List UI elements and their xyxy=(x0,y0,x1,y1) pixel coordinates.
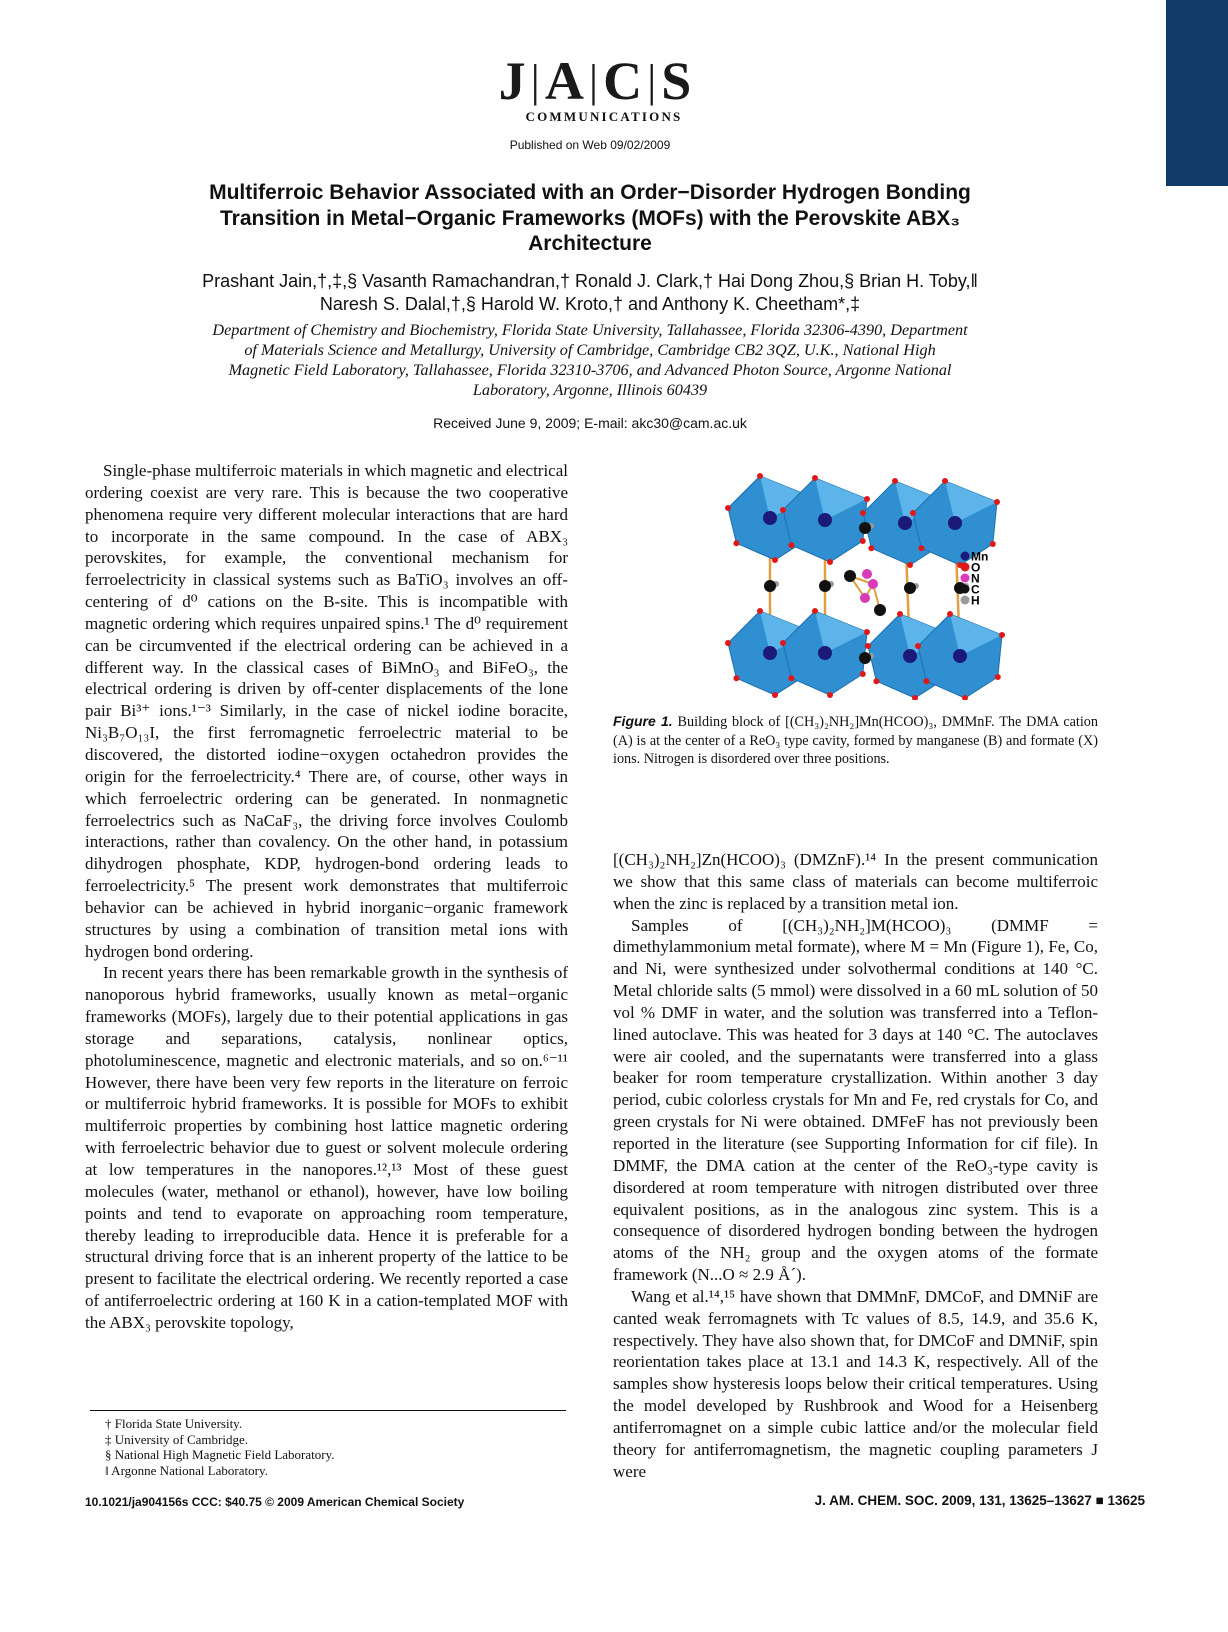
oxygen-atom xyxy=(897,611,903,617)
footnote-divider xyxy=(90,1410,566,1411)
legend-marker xyxy=(961,574,970,583)
legend-marker xyxy=(961,585,970,594)
article-title: Multiferroic Behavior Associated with an Order−Disorder Hydrogen Bonding Transition in Metal−Organic Frameworks (MOFs) with the Perovskite ABX₃ Architecture xyxy=(209,181,971,255)
carbon-atom xyxy=(819,580,831,592)
nitrogen-atom xyxy=(868,579,878,589)
oxygen-atom xyxy=(860,671,866,677)
oxygen-atom xyxy=(812,475,818,481)
carbon-atom xyxy=(859,652,871,664)
oxygen-atom xyxy=(910,510,916,516)
affiliations: Department of Chemistry and Biochemistry, Florida State University, Tallahassee, Florida 32306-4390, Department of Materials Science and Metallurgy, University of Cambridge, Cambridge CB2 3QZ, U.K., National High Magnetic Field Laboratory, Tallahassee, Florida 32310-3706, and Advanced Photon Source, Argonne National Laboratory, Argonne, Illinois 60439 xyxy=(212,321,968,399)
oxygen-atom xyxy=(923,678,929,684)
doi-copyright: 10.1021/ja904156s CCC: $40.75 © 2009 American Chemical Society xyxy=(85,1495,465,1509)
oxygen-atom xyxy=(827,559,833,565)
manganese-atom xyxy=(953,649,967,663)
oxygen-atom xyxy=(918,545,924,551)
manganese-atom xyxy=(903,649,917,663)
oxygen-atom xyxy=(947,611,953,617)
oxygen-atom xyxy=(860,538,866,544)
oxygen-atom xyxy=(995,674,1001,680)
jacs-logo: J|A|C|S COMMUNICATIONS xyxy=(498,51,694,124)
oxygen-atom xyxy=(733,540,739,546)
oxygen-atom xyxy=(827,692,833,698)
oxygen-atom xyxy=(892,478,898,484)
journal-citation: J. AM. CHEM. SOC. 2009, 131, 13625–13627 ■ 13625 xyxy=(814,1493,1145,1508)
published-date: Published on Web 09/02/2009 xyxy=(509,138,671,152)
oxygen-atom xyxy=(812,608,818,614)
oxygen-atom xyxy=(772,692,778,698)
carbon-atom xyxy=(904,582,916,594)
manganese-atom xyxy=(898,516,912,530)
oxygen-atom xyxy=(757,608,763,614)
figure-caption: Figure 1. Building block of [(CH₃)₂NH₂]Mn(HCOO)₃, DMMnF. The DMA cation (A) is at the center of a ReO₃ type cavity, formed by manganese (B) and formate (X) ions. Nitrogen is disordered over three positions. xyxy=(613,713,1098,767)
oxygen-atom xyxy=(780,507,786,513)
legend-label: O xyxy=(971,560,981,575)
left-column xyxy=(85,460,568,1334)
right-column xyxy=(613,849,1098,1482)
legend-marker xyxy=(961,563,970,572)
manganese-atom xyxy=(818,513,832,527)
paragraph: Wang et al.¹⁴,¹⁵ have shown that DMMnF, DMCoF, and DMNiF are canted weak ferromagnets with Tc values of 8.5, 14.9, and 35.6 K, respectively. They have also shown that, for DMCoF and DMNiF, spin reorientation takes place at 13.1 and 14.3 K, respectively. All of the samples show hysteresis loops below their critical temperatures. Using the model developed by Rushbrook and Wood for a Heisenberg antiferromagnet on a simple cubic lattice and/or the molecular field theory for antiferromagnetism, the magnetic coupling parameters J were xyxy=(613,1286,1098,1481)
nitrogen-atom xyxy=(860,593,870,603)
carbon-atom xyxy=(859,522,871,534)
paragraph: Samples of [(CH₃)₂NH₂]M(HCOO)₃ (DMMF = dimethylammonium metal formate), where M = Mn (Figure 1), Fe, Co, and Ni, were synthesized under solvothermal conditions at 140 °C. Metal chloride salts (5 mmol) were dissolved in a 60 mL solution of 50 vol % DMF in water, and the solution was transferred into a Teflon-lined autoclave. This was heated for 3 days at 140 °C. The autoclaves were air cooled, and the supernatants were transferred into a glass beaker for room temperature crystallization. Within another 3 day period, cubic colorless crystals for Mn and Fe, red crystals for Co, and green crystals for Ni were obtained. DMFeF has not previously been reported in the literature (see Supporting Information for cif file). In DMMF, the DMA cation at the center of the ReO₃-type cavity is disordered at room temperature with nitrogen distributed over three equivalent positions, as in the analogous zinc system. This is a consequence of disordered hydrogen bonding between the hydrogen atoms of the NH₂ group and the oxygen atoms of the formate framework (N...O ≈ 2.9 Å´). xyxy=(613,915,1098,1285)
received-line: Received June 9, 2009; E-mail: akc30@cam.ac.uk xyxy=(433,415,747,431)
oxygen-atom xyxy=(864,629,870,635)
figure-1-structure xyxy=(715,468,1015,700)
carbon-atom xyxy=(874,604,886,616)
legend-marker xyxy=(961,552,970,561)
oxygen-atom xyxy=(725,640,731,646)
oxygen-atom xyxy=(868,545,874,551)
author-list: Prashant Jain,†,‡,§ Vasanth Ramachandran,† Ronald J. Clark,† Hai Dong Zhou,§ Brian H. Toby,‖ Naresh S. Dalal,†,§ Harold W. Kroto,† and Anthony K. Cheetham*,‡ xyxy=(202,271,978,314)
legend-label: N xyxy=(971,571,980,586)
oxygen-atom xyxy=(780,640,786,646)
paragraph: [(CH₃)₂NH₂]Zn(HCOO)₃ (DMZnF).¹⁴ In the present communication we show that this same class of materials can become multiferroic when the zinc is replaced by a transition metal ion. xyxy=(613,850,1098,913)
oxygen-atom xyxy=(915,643,921,649)
oxygen-atom xyxy=(942,478,948,484)
legend-label: H xyxy=(971,593,980,608)
oxygen-atom xyxy=(733,675,739,681)
carbon-atom xyxy=(844,570,856,582)
manganese-atom xyxy=(948,516,962,530)
oxygen-atom xyxy=(788,675,794,681)
manganese-atom xyxy=(763,511,777,525)
oxygen-atom xyxy=(772,557,778,563)
oxygen-atom xyxy=(864,496,870,502)
oxygen-atom xyxy=(788,542,794,548)
legend-marker xyxy=(961,596,970,605)
oxygen-atom xyxy=(994,499,1000,505)
paragraph: In recent years there has been remarkable growth in the synthesis of nanoporous hybrid frameworks, usually known as metal−organic frameworks (MOFs), largely due to their potential applications in gas storage and separations, catalysis, nonlinear optics, photoluminescence, magnetic and electronic materials, and so on.⁶⁻¹¹ However, there have been very few reports in the literature on ferroic or multiferroic hybrid frameworks. It is possible for MOFs to exhibit multiferroic properties by combining host lattice magnetic ordering with ferroelectric behavior due to guest or solvent molecule ordering at low temperatures in the nanopores.¹²,¹³ Most of these guest molecules (water, methanol or ethanol), however, have low boiling points and tend to evaporate on approaching room temperature, thereby leading to irreproducible data. Hence it is preferable for a structural driving force that is an inherent property of the lattice to be present to facilitate the electrical ordering. We recently reported a case of antiferroelectric ordering at 160 K in a cation-templated MOF with the ABX₃ perovskite topology, xyxy=(85,963,568,1332)
paragraph: Single-phase multiferroic materials in which magnetic and electrical ordering coexist are very rare. This is because the two cooperative phenomena require very different molecular interactions that are hard to incorporate in the same compound. In the case of ABX₃ perovskites, for example, the conventional mechanism for ferroelectricity in classical systems such as BaTiO₃ involves an off-centering of d⁰ cations on the B-site. This is incompatible with magnetic ordering which requires unpaired spins.¹ The d⁰ requirement can be circumvented if the electrical ordering can be achieved in a different way. In the classical cases of BiMnO₃ and BiFeO₃, the electrical ordering is driven by off-center displacements of the lone pair Bi³⁺ ions.¹⁻³ Similarly, in the case of nickel iodine boracite, Ni₃B₇O₁₃I, the first ferromagnetic ferroelectric material to be discovered, the distorted iodine−oxygen octahedron provides the origin for the ferroelectricity.⁴ There are, of course, other ways in which ferroelectric ordering can be generated. In nonmagnetic ferroelectrics such as NaCaF₃, the driving force involves Coulomb interactions, rather than covalency. On the other hand, in potassium dihydrogen phosphate, KDP, hydrogen-bond ordering leads to ferroelectricity.⁵ The present work demonstrates that multiferroic behavior can be achieved in hybrid inorganic−organic framework structures by using a combination of transition metal ions with hydrogen bond ordering. xyxy=(85,461,568,961)
journal-section-tab xyxy=(1166,0,1228,186)
oxygen-atom xyxy=(907,562,913,568)
nitrogen-atom xyxy=(862,569,872,579)
legend-label: C xyxy=(971,582,980,597)
carbon-atom xyxy=(764,580,776,592)
oxygen-atom xyxy=(873,678,879,684)
oxygen-atom xyxy=(757,473,763,479)
oxygen-atom xyxy=(999,632,1005,638)
legend-label: Mn xyxy=(971,549,989,564)
crystal-structure-image xyxy=(715,468,1015,700)
footnotes: † Florida State University. ‡ University of Cambridge. § National High Magnetic Field Laboratory. ‖ Argonne National Laboratory. xyxy=(105,1416,335,1478)
oxygen-atom xyxy=(725,505,731,511)
oxygen-atom xyxy=(990,541,996,547)
oxygen-atom xyxy=(865,643,871,649)
manganese-atom xyxy=(818,646,832,660)
manganese-atom xyxy=(763,646,777,660)
oxygen-atom xyxy=(860,510,866,516)
